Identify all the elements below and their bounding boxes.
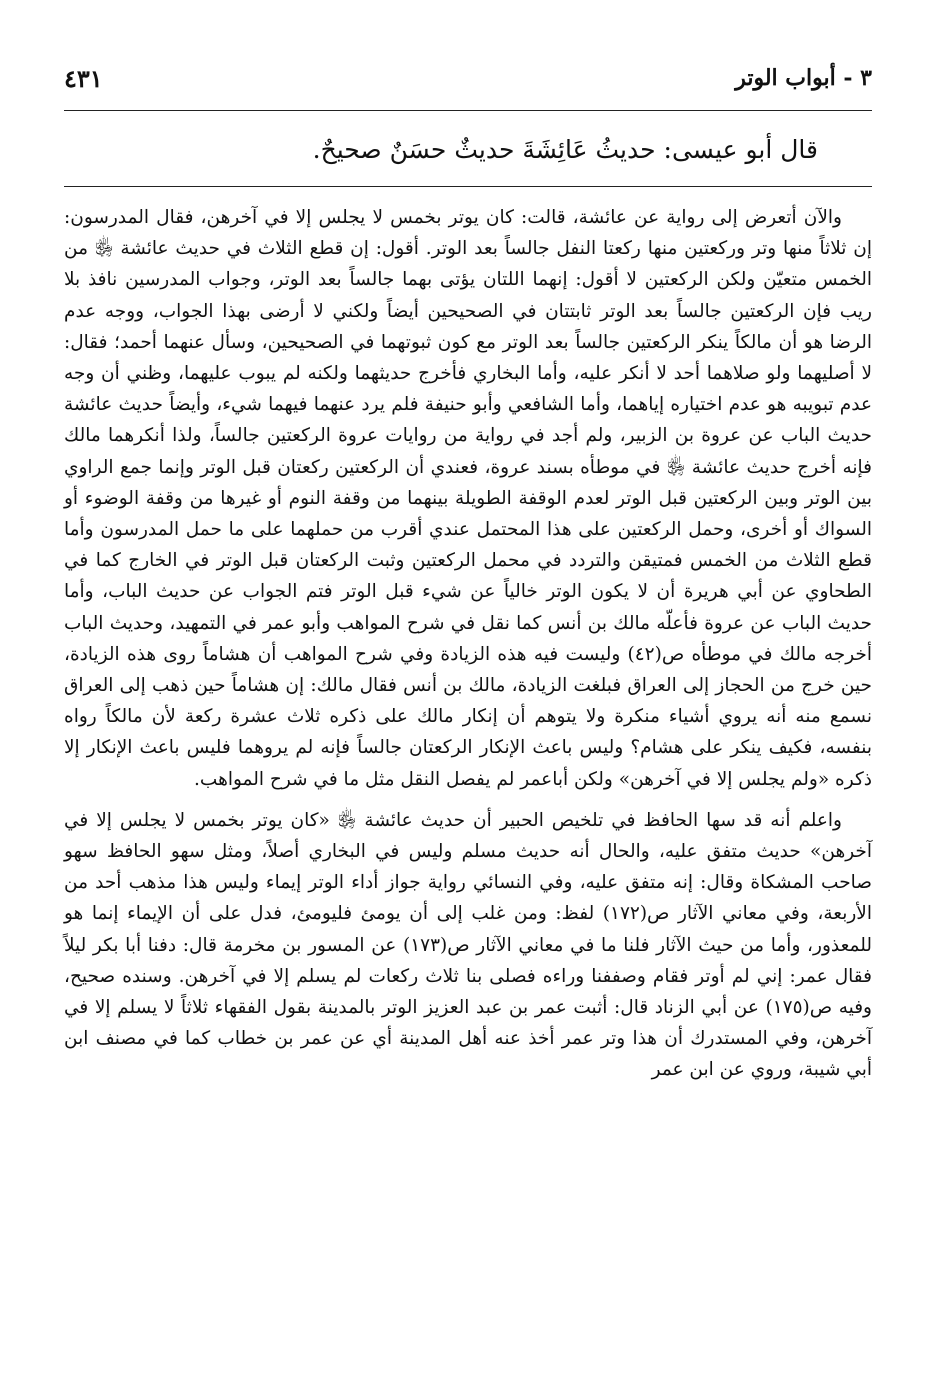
page-number: ٤٣١ (64, 63, 103, 93)
hadith-verdict-line: قال أبو عيسى: حديثُ عَائِشَةَ حديثٌ حسَنٌ صحيحٌ. (312, 135, 818, 164)
page-header (64, 58, 872, 98)
commentary-body (64, 202, 872, 1086)
commentary-paragraph-2: واعلم أنه قد سها الحافظ في تلخيص الحبير أن حديث عائشة ﵂ «كان يوتر بخمس لا يجلس إلا في آخرهن» حديث متفق عليه، والحال أنه حديث مسلم وليس في البخاري أصلاً، ومثل سهو الحافظ سهو صاحب المشكاة وقال: إنه متفق عليه، وفي النسائي رواية جواز أداء الوتر إيماء وليس هذا مذهب أحد من الأربعة، وفي معاني الآثار ص(١٧٢) لفظ: ومن غلب إلى أن يومئ فليومئ، فدل على أن الإيماء إنما هو للمعذور، وأما من حيث الآثار فلنا ما في معاني الآثار ص(١٧٣) عن المسور بن مخرمة قال: دفنا أبا بكر ليلاً فقال عمر: إني لم أوتر فقام وصففنا وراءه فصلى بنا ثلاث ركعات لم يسلم إلا في آخرهن. وسنده صحيح، وفيه ص(١٧٥) عن أبي الزناد قال: أثبت عمر بن عبد العزيز الوتر بالمدينة بقول الفقهاء ثلاثاً لا يسلم إلا في آخرهن، وفي المستدرك أن هذا وتر عمر أخذ عنه أهل المدينة أي عن عمر بن خطاب كما في مصنف ابن أبي شيبة، وروي عن ابن عمر (64, 809, 872, 1081)
commentary-divider (64, 186, 872, 187)
commentary-paragraph-1: والآن أتعرض إلى رواية عن عائشة، قالت: كان يوتر بخمس لا يجلس إلا في آخرهن، فقال المدرسون: إن ثلاثاً منها وتر وركعتين منها ركعتا النفل جالساً بعد الوتر. أقول: إن قطع الثلاث في حديث عائشة ﵂ من الخمس متعيّن ولكن الركعتين لا أقول: إنهما اللتان يؤتى بهما جالساً بعد الوتر، وجواب المدرسين نافذ بلا ريب فإن الركعتين جالساً بعد الوتر ثابتتان في الصحيحين أيضاً ولكني لا أرضى بهذا الجواب، ووجه عدم الرضا هو أن مالكاً ينكر الركعتين جالساً بعد الوتر مع كون ثبوتهما في الصحيحين، وسأل عنهما أحمد؛ فقال: لا أصليهما ولو صلاهما أحد لا أنكر عليه، وأما البخاري فأخرج حديثهما ولكنه لم يبوب عليهما، وظني أن وجه عدم تبويبه هو عدم اختياره إياهما، وأما الشافعي وأبو حنيفة فلم يرد عنهما فيهما شيء، وأيضاً حديث عائشة حديث الباب عن عروة بن الزبير، ولم أجد في رواية من روايات عروة الركعتين جالساً، ولذا أنكرهما مالك فإنه أخرج حديث عائشة ﵂ في موطأه بسند عروة، فعندي أن الركعتين ركعتان قبل الوتر وإنما جمع الراوي بين الوتر وبين الركعتين قبل الوتر لعدم الوقفة الطويلة بينهما من وقفة النوم أو غيرها من وقفة الوضوء أو السواك أو أخرى، وحمل الركعتين على هذا المحتمل عندي أقرب من حملهما على ما حمل المدرسون وأما قطع الثلاث من الخمس فمتيقن والتردد في محمل الركعتين وثبت الركعتان قبل الوتر في الخارج كما في الطحاوي عن أبي هريرة أن لا يكون الوتر خالياً عن شيء قبل الوتر فتم الجواب عن حديث الباب، وأما حديث الباب عن عروة فأعلّه مالك بن أنس كما نقل في شرح المواهب وأبو عمر في التمهيد، وحديث الباب أخرجه مالك في موطأه ص(٤٢) وليست فيه هذه الزيادة وفي شرح المواهب أن هشاماً روى هذه الزيادة، حين خرج من الحجاز إلى العراق فبلغت الزيادة، مالك بن أنس فقال مالك: إن هشاماً حين ذهب إلى العراق نسمع منه أنه يروي أشياء منكرة ولا يتوهم أن إنكار مالك على ذكره ثلاث عشرة ركعة لأن مالكاً رواه بنفسه، فكيف ينكر على هشام؟ وليس باعث الإنكار الركعتان جالساً فإنه لم يروهما فليس باعث الإنكار إلا ذكره «ولم يجلس إلا في آخرهن» ولكن أباعمر لم يفصل النقل مثل ما في شرح المواهب. (64, 207, 872, 790)
chapter-title: ٣ - أبواب الوتر (735, 65, 872, 91)
header-divider (64, 110, 872, 111)
